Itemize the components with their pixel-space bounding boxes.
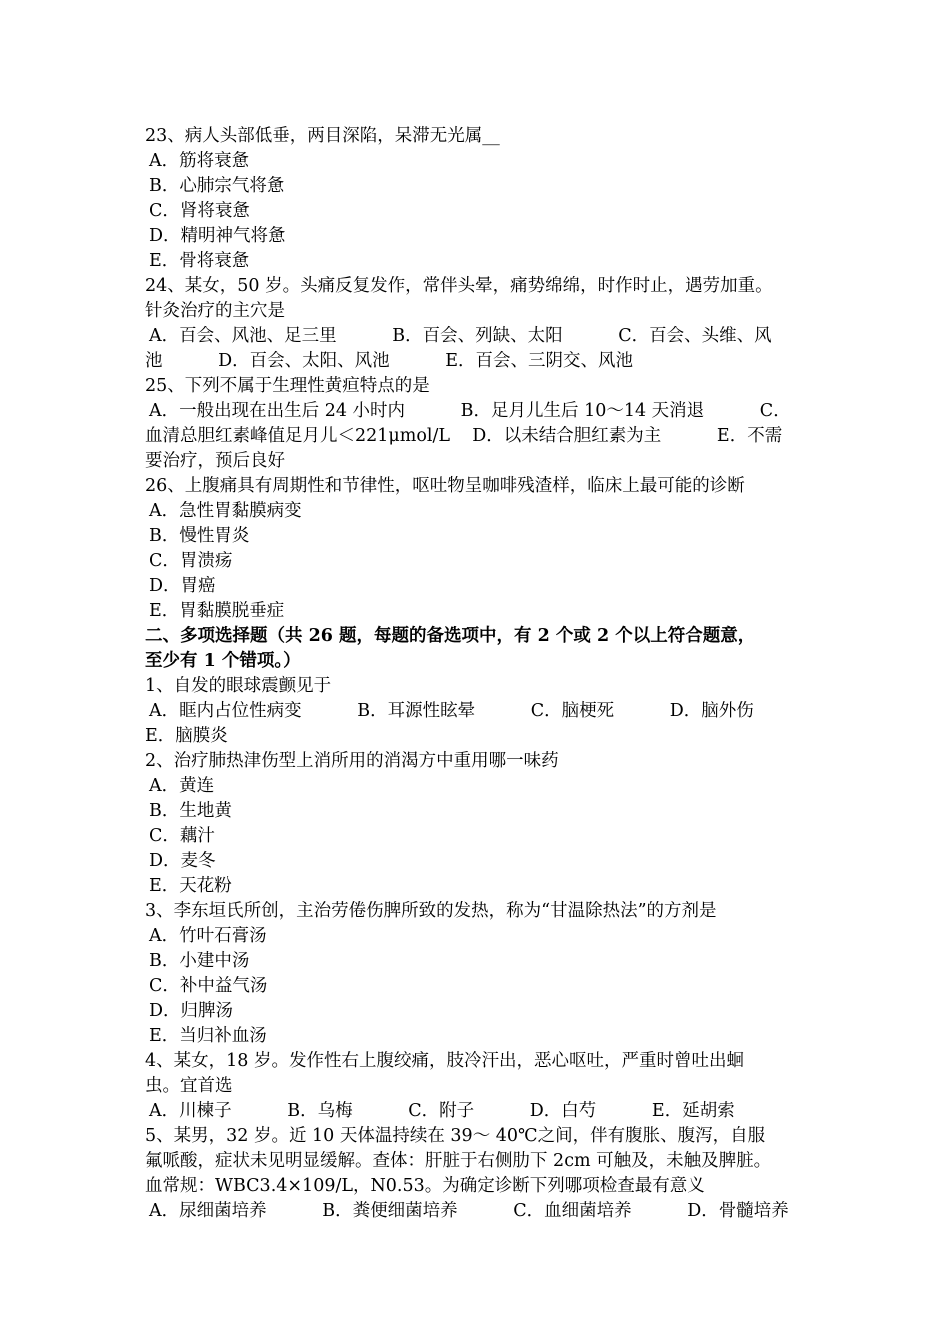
answer-option-line: C．胃溃疡 [149, 551, 233, 571]
answer-option-line: E．天花粉 [149, 876, 232, 896]
section-heading-line: 二、多项选择题（共 26 题，每题的备选项中，有 2 个或 2 个以上符合题意， [145, 626, 756, 646]
question-text-line: 5、某男，32 岁。近 10 天体温持续在 39～ 40℃之间，伴有腹胀、腹泻，自服 [145, 1126, 766, 1146]
question-text-line: E．脑膜炎 [145, 726, 228, 746]
answer-option-line: A．急性胃黏膜病变 [149, 501, 302, 521]
answer-option-line: B．心肺宗气将惫 [149, 176, 285, 196]
question-text-line: 3、李东垣氏所创，主治劳倦伤脾所致的发热，称为“甘温除热法”的方剂是 [145, 901, 717, 921]
answer-option-line: A．筋将衰惫 [149, 151, 250, 171]
answer-option-line: C．藕汁 [149, 826, 215, 846]
question-text-line: 血清总胆红素峰值足月儿＜221μmol/L D．以未结合胆红素为主 E．不需 [145, 426, 783, 446]
question-text-line: 要治疗，预后良好 [145, 451, 285, 471]
answer-option-line: E．当归补血汤 [149, 1026, 267, 1046]
question-text-line: 23、病人头部低垂，两目深陷，呆滞无光属__ [145, 126, 500, 146]
question-text-line: 2、治疗肺热津伤型上消所用的消渴方中重用哪一味药 [145, 751, 559, 771]
question-text-line: 25、下列不属于生理性黄疸特点的是 [145, 376, 430, 396]
answer-option-line: B．慢性胃炎 [149, 526, 250, 546]
answer-option-line: E．胃黏膜脱垂症 [149, 601, 285, 621]
question-text-line: 池 D．百会、太阳、风池 E．百会、三阴交、风池 [145, 351, 634, 371]
answer-option-line: A．一般出现在出生后 24 小时内 B．足月儿生后 10～14 天消退 C． [149, 401, 791, 421]
question-text-line: 血常规：WBC3.4×109/L，N0.53。为确定诊断下列哪项检查最有意义 [145, 1176, 705, 1196]
answer-option-line: B．小建中汤 [149, 951, 250, 971]
answer-option-line: D．麦冬 [149, 851, 216, 871]
answer-option-line: E．骨将衰惫 [149, 251, 250, 271]
answer-option-line: A．竹叶石膏汤 [149, 926, 267, 946]
answer-option-line: A．百会、风池、足三里 B．百会、列缺、太阳 C．百会、头维、风 [149, 326, 772, 346]
question-text-line: 4、某女，18 岁。发作性右上腹绞痛，肢冷汗出，恶心呕吐，严重时曾吐出蛔 [145, 1051, 744, 1071]
answer-option-line: B．生地黄 [149, 801, 232, 821]
question-text-line: 26、上腹痛具有周期性和节律性，呕吐物呈咖啡残渣样，临床上最可能的诊断 [145, 476, 745, 496]
question-text-line: 氟哌酸，症状未见明显缓解。查体：肝脏于右侧肋下 2cm 可触及，未触及脾脏。 [145, 1151, 772, 1171]
document-page [145, 124, 825, 1224]
answer-option-line: D．精明神气将惫 [149, 226, 286, 246]
question-text-line: 1、自发的眼球震颤见于 [145, 676, 332, 696]
answer-option-line: D．胃癌 [149, 576, 216, 596]
answer-option-line: C．肾将衰惫 [149, 201, 250, 221]
answer-option-line: A．川楝子 B．乌梅 C．附子 D．白芍 E．延胡索 [149, 1101, 735, 1121]
answer-option-line: A．眶内占位性病变 B．耳源性眩晕 C．脑梗死 D．脑外伤 [149, 701, 754, 721]
section-heading-line: 至少有 1 个错项。） [145, 651, 301, 671]
question-text-line: 针灸治疗的主穴是 [145, 301, 285, 321]
answer-option-line: C．补中益气汤 [149, 976, 268, 996]
answer-option-line: A．黄连 [149, 776, 215, 796]
question-text-line: 24、某女，50 岁。头痛反复发作，常伴头晕，痛势绵绵，时作时止，遇劳加重。 [145, 276, 773, 296]
answer-option-line: D．归脾汤 [149, 1001, 234, 1021]
answer-option-line: A．尿细菌培养 B．粪便细菌培养 C．血细菌培养 D．骨髓培养 [149, 1201, 789, 1221]
question-text-line: 虫。宜首选 [145, 1076, 233, 1096]
